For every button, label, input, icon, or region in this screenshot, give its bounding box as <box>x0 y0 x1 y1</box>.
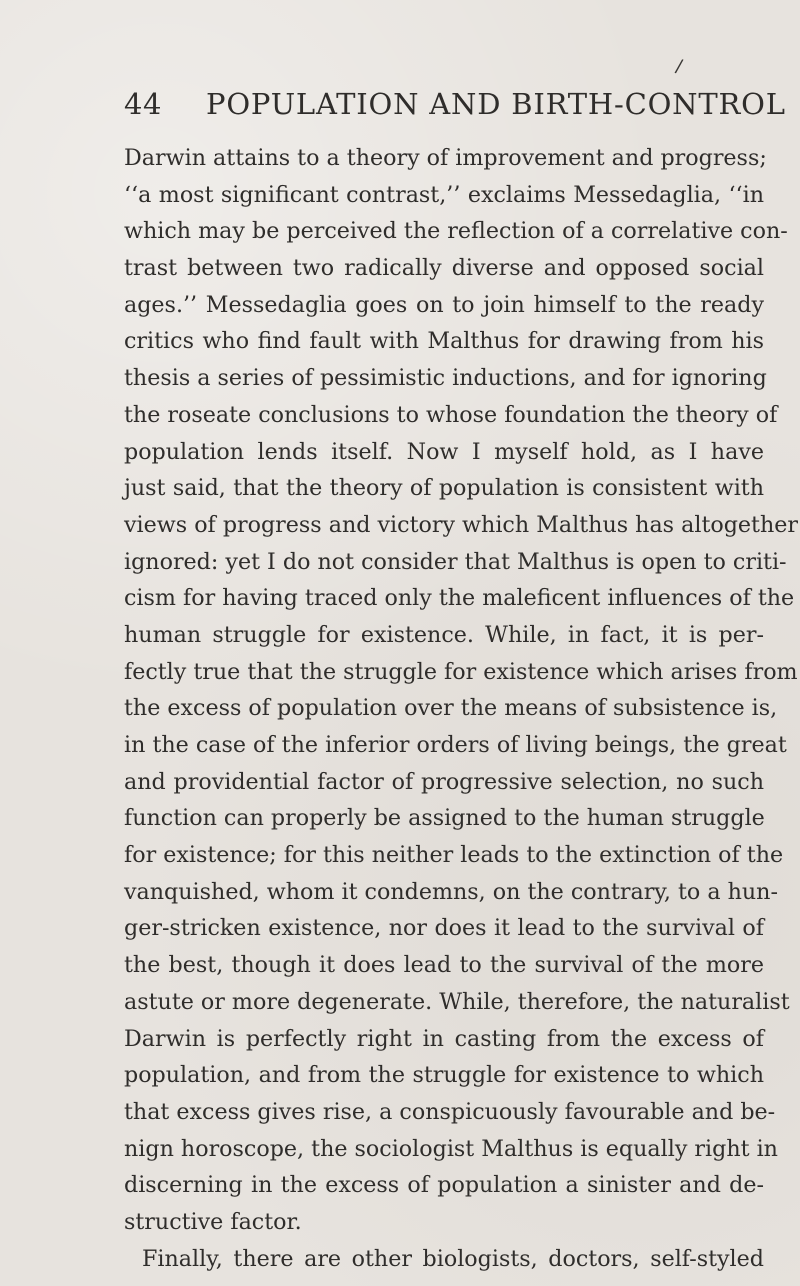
text-line: views of progress and victory which Malthus has altogether <box>124 511 798 538</box>
text-line: the roseate conclusions to whose foundation the theory of <box>124 401 778 428</box>
text-line: and providential factor of progressive selection, no such <box>124 768 764 795</box>
text-line: in the case of the inferior orders of living beings, the great <box>124 732 787 758</box>
text-line: the best, though it does lead to the survival of the more <box>124 952 764 979</box>
text-line: just said, that the theory of population is consistent with <box>124 475 764 502</box>
text-line: Darwin is perfectly right in casting from the excess of <box>124 1025 764 1052</box>
text-line: astute or more degenerate. While, therefore, the naturalist <box>124 988 790 1015</box>
text-line: ages.’’ Messedaglia goes on to join himself to the ready <box>124 291 764 318</box>
text-line: for existence; for this neither leads to the extinction of the <box>124 842 784 869</box>
text-line: Darwin attains to a theory of improvement and progress; <box>124 145 767 171</box>
text-line: human struggle for existence. While, in fact, it is per- <box>124 621 764 648</box>
text-line: nign horoscope, the sociologist Malthus is equally right in <box>124 1135 778 1162</box>
text-line: the excess of population over the means of subsistence is, <box>124 695 778 722</box>
body-text <box>124 140 798 1277</box>
text-line: critics who find fault with Malthus for drawing from his <box>124 328 764 355</box>
text-line: ‘‘a most significant contrast,’’ exclaims Messedaglia, ‘‘in <box>124 181 764 208</box>
text-line: vanquished, whom it condemns, on the contrary, to a hun- <box>124 878 778 905</box>
text-line: fectly true that the struggle for existence which arises from <box>124 658 798 685</box>
text-line: that excess gives rise, a conspicuously favourable and be- <box>124 1098 776 1125</box>
corner-pencil-mark: / <box>673 55 685 78</box>
text-line: cism for having traced only the maleficent influences of the <box>124 585 795 612</box>
page-header <box>0 84 800 124</box>
page-number: 44 <box>124 87 162 121</box>
text-line: ger-stricken existence, nor does it lead to the survival of <box>124 915 764 942</box>
text-line: trast between two radically diverse and opposed social <box>124 255 764 282</box>
text-line: Finally, there are other biologists, doctors, self-styled <box>142 1245 764 1272</box>
text-line: discerning in the excess of population a sinister and de- <box>124 1172 764 1199</box>
text-line: ignored: yet I do not consider that Malthus is open to criti- <box>124 548 787 575</box>
text-line: population, and from the struggle for existence to which <box>124 1062 764 1089</box>
running-head: POPULATION AND BIRTH-CONTROL <box>206 87 786 121</box>
text-line: function can properly be assigned to the human struggle <box>124 805 765 832</box>
text-line: structive factor. <box>124 1208 302 1235</box>
text-line: thesis a series of pessimistic inductions, and for ignoring <box>124 365 767 392</box>
text-line: population lends itself. Now I myself hold, as I have <box>124 438 764 465</box>
text-line: which may be perceived the reflection of a correlative con- <box>124 218 788 245</box>
